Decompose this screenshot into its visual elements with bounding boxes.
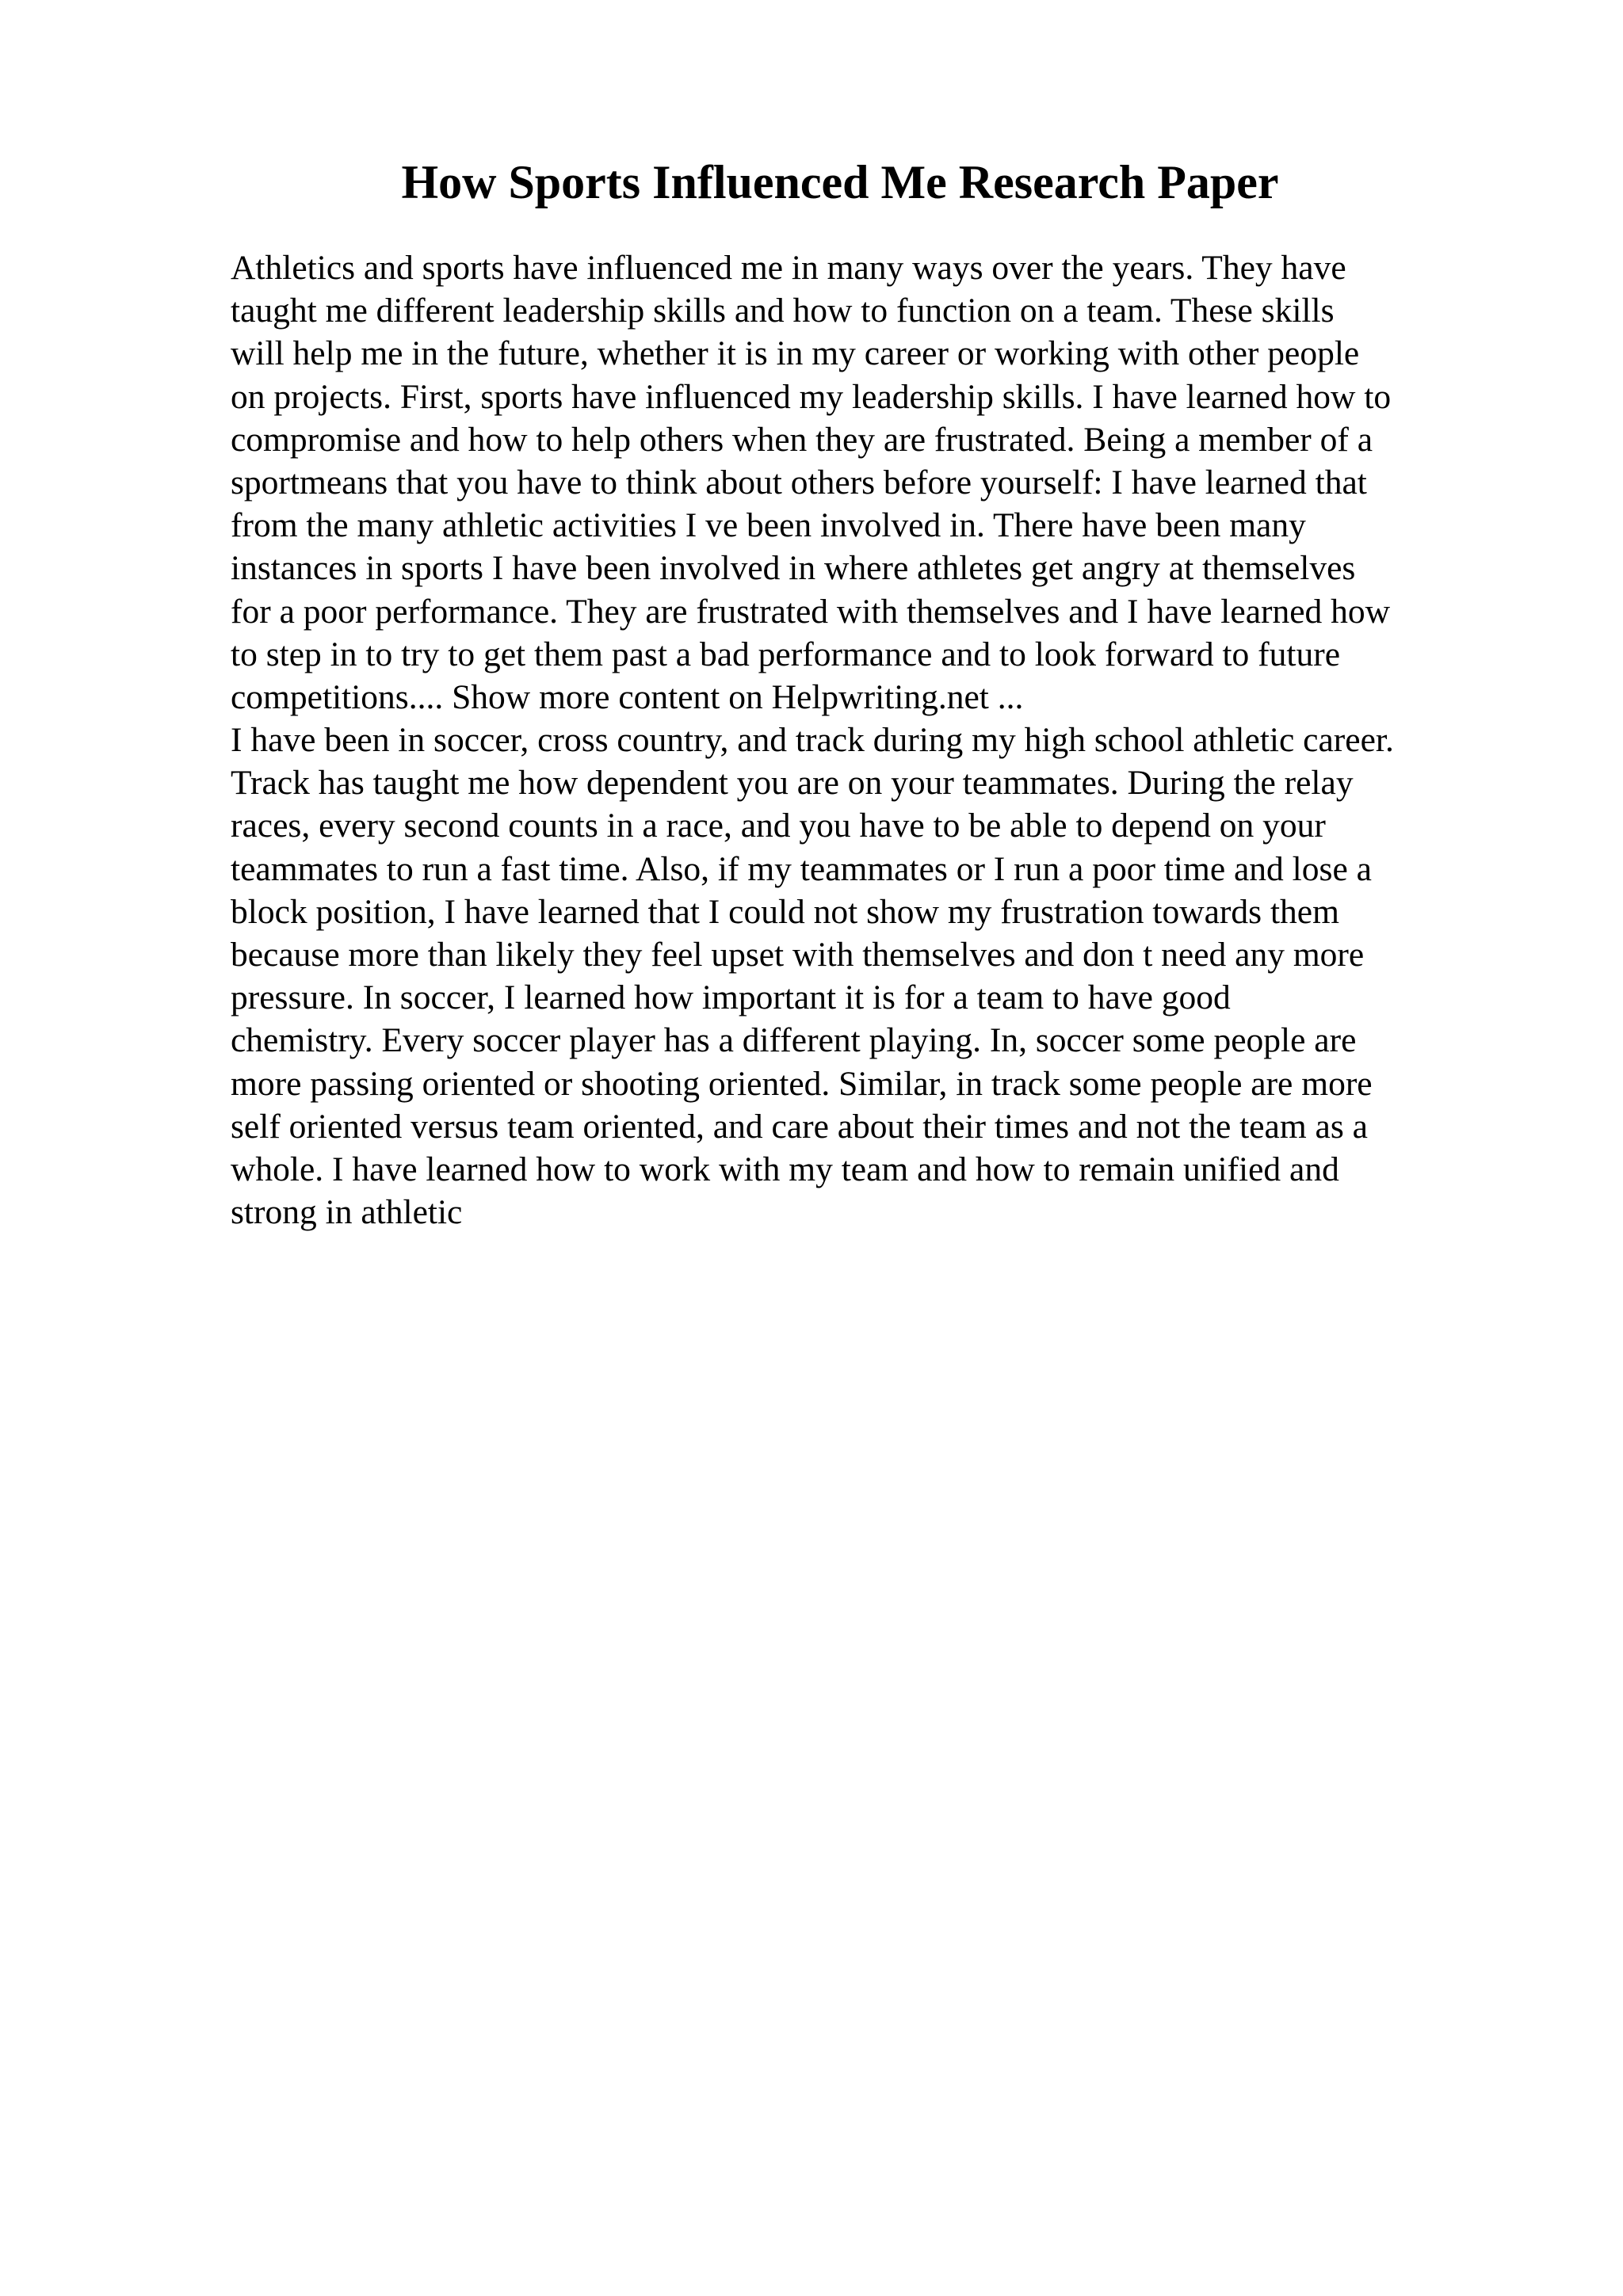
body-line: because more than likely they feel upset with themselves and don t need any more (231, 936, 1365, 974)
body-line: Athletics and sports have influenced me in many ways over the years. They have (231, 249, 1346, 287)
body-line: teammates to run a fast time. Also, if my teammates or I run a poor time and lose a (231, 849, 1372, 888)
body-line: to step in to try to get them past a bad performance and to look forward to future (231, 635, 1341, 673)
body-line: Track has taught me how dependent you are on your teammates. During the relay (231, 764, 1354, 803)
body-line: pressure. In soccer, I learned how important it is for a team to have good (231, 978, 1231, 1017)
body-line: self oriented versus team oriented, and care about their times and not the team as a (231, 1107, 1368, 1146)
body-line: compromise and how to help others when they are frustrated. Being a member of a (231, 420, 1373, 459)
document-body (231, 246, 1514, 1234)
body-line: I have been in soccer, cross country, and track during my high school athletic career. (231, 721, 1394, 760)
body-line: taught me different leadership skills and how to function on a team. These skills (231, 292, 1335, 330)
body-line: on projects. First, sports have influenced my leadership skills. I have learned how to (231, 377, 1392, 416)
body-line: block position, I have learned that I could not show my frustration towards them (231, 892, 1339, 931)
body-line: races, every second counts in a race, and you have to be able to depend on your (231, 807, 1326, 845)
body-line: strong in athletic (231, 1193, 463, 1232)
body-line: more passing oriented or shooting oriented. Similar, in track some people are more (231, 1064, 1373, 1103)
body-line: will help me in the future, whether it is in my career or working with other people (231, 334, 1360, 373)
body-line: whole. I have learned how to work with my team and how to remain unified and (231, 1150, 1339, 1188)
body-line: chemistry. Every soccer player has a different playing. In, soccer some people are (231, 1021, 1357, 1060)
body-line: instances in sports I have been involved in where athletes get angry at themselves (231, 549, 1356, 588)
body-line: for a poor performance. They are frustrated with themselves and I have learned how (231, 592, 1391, 631)
document-title: How Sports Influenced Me Research Paper (401, 156, 1279, 208)
body-line: sportmeans that you have to think about others before yourself: I have learned that (231, 463, 1367, 502)
body-line: competitions.... Show more content on Helpwriting.net ... (231, 677, 1024, 716)
body-line: from the many athletic activities I ve been involved in. There have been many (231, 506, 1306, 545)
